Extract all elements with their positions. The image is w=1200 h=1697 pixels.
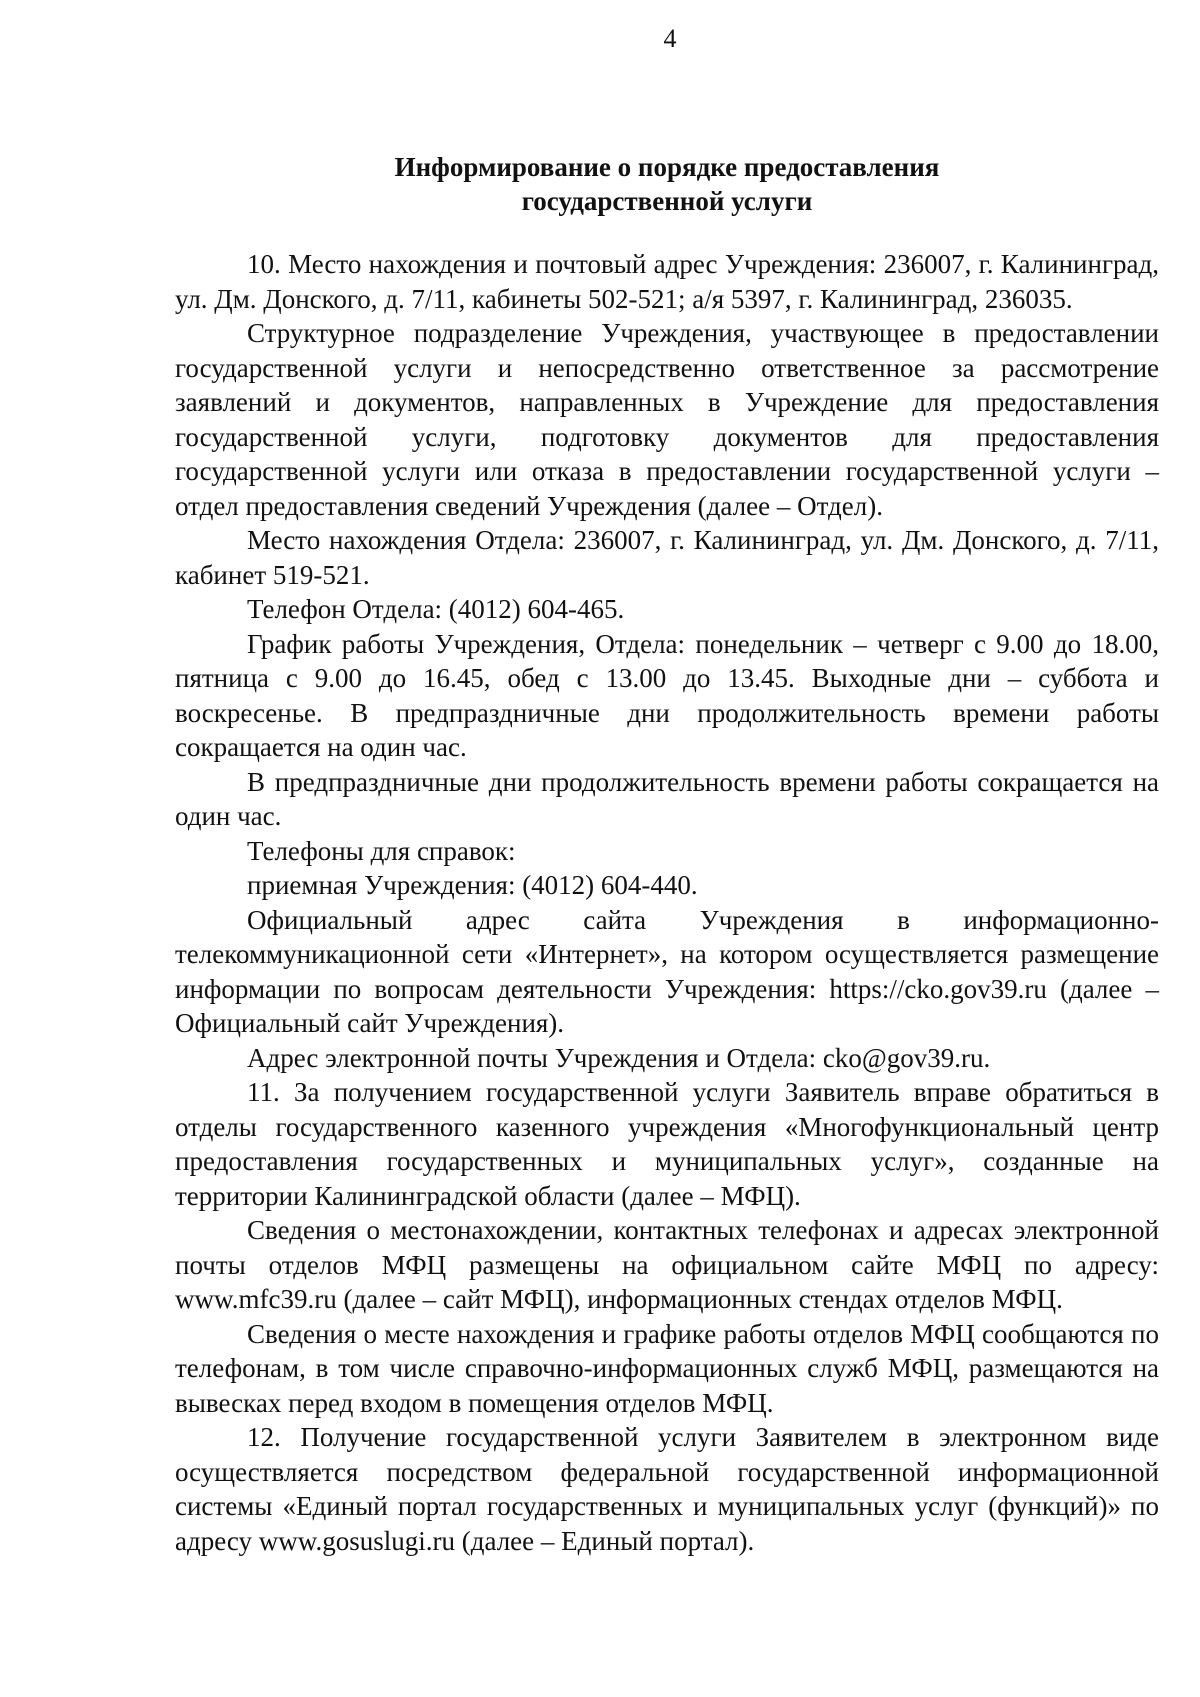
paragraph-website: Официальный адрес сайта Учреждения в информационно-телекоммуникационной сети «Интернет», на котором осуществляется размещение информации по вопросам деятельности Учреждения: https://cko.gov39.ru (далее – Официальный сайт Учреждения). xyxy=(175,904,1159,1038)
paragraph-12-portal: 12. Получение государственной услуги Заявителем в электронном виде осуществляется посредством федеральной государственной информационной системы «Единый портал государственных и муниципальных услуг (функций)» по адресу www.gosuslugi.ru (далее – Единый портал). xyxy=(175,1422,1159,1556)
paragraph-structural-unit: Структурное подразделение Учреждения, участвующее в предоставлении государственной услуги и непосредственно ответственное за рассмотрение заявлений и документов, направленных в Учреждение для предоставления государственной услуги, подготовку документов для предоставления государственной услуги или отказа в предоставлении государственной услуги – отдел предоставления сведений Учреждения (далее – Отдел). xyxy=(175,318,1159,521)
paragraph-mfc-schedule: Сведения о месте нахождения и графике работы отделов МФЦ сообщаются по телефонам, в том числе справочно-информационных служб МФЦ, размещаются на вывесках перед входом в помещения отделов МФЦ. xyxy=(175,1318,1159,1418)
section-heading-line-2: государственной услуги xyxy=(521,186,813,216)
paragraph-preholiday: В предпраздничные дни продолжительность времени работы сокращается на один час. xyxy=(175,766,1159,831)
paragraph-11-mfc: 11. За получением государственной услуги Заявитель вправе обратиться в отделы государственного казенного учреждения «Многофункциональный центр предоставления государственных и муниципальных услуг», созданные на территории Калининградской области (далее – МФЦ). xyxy=(175,1077,1159,1211)
paragraph-mfc-contacts: Сведения о местонахождении, контактных телефонах и адресах электронной почты отделов МФЦ размещены на официальном сайте МФЦ по адресу: www.mfc39.ru (далее – сайт МФЦ), информационных стендах отделов МФЦ. xyxy=(175,1215,1159,1314)
paragraph-department-phone: Телефон Отдела: (4012) 604-465. xyxy=(247,594,625,624)
paragraph-schedule: График работы Учреждения, Отдела: понедельник – четверг с 9.00 до 18.00, пятница с 9.00 до 16.45, обед с 13.00 до 13.45. Выходные дни – суббота и воскресенье. В предпраздничные дни продолжительность времени работы сокращается на один час. xyxy=(175,628,1159,762)
paragraph-reception-phone: приемная Учреждения: (4012) 604-440. xyxy=(247,870,698,900)
paragraph-email: Адрес электронной почты Учреждения и Отдела: cko@gov39.ru. xyxy=(247,1042,991,1073)
paragraph-10-address: 10. Место нахождения и почтовый адрес Учреждения: 236007, г. Калининград, ул. Дм. Донского, д. 7/11, кабинеты 502-521; а/я 5397, г. Калининград, 236035. xyxy=(175,249,1159,314)
section-heading xyxy=(175,150,1159,218)
paragraph-phones-heading: Телефоны для справок: xyxy=(247,835,516,866)
section-heading-line-1: Информирование о порядке предоставления xyxy=(394,152,940,182)
document-body xyxy=(175,247,1159,1558)
page-number: 4 xyxy=(663,24,677,53)
paragraph-department-location: Место нахождения Отдела: 236007, г. Калининград, ул. Дм. Донского, д. 7/11, кабинет 519-521. xyxy=(175,525,1159,590)
